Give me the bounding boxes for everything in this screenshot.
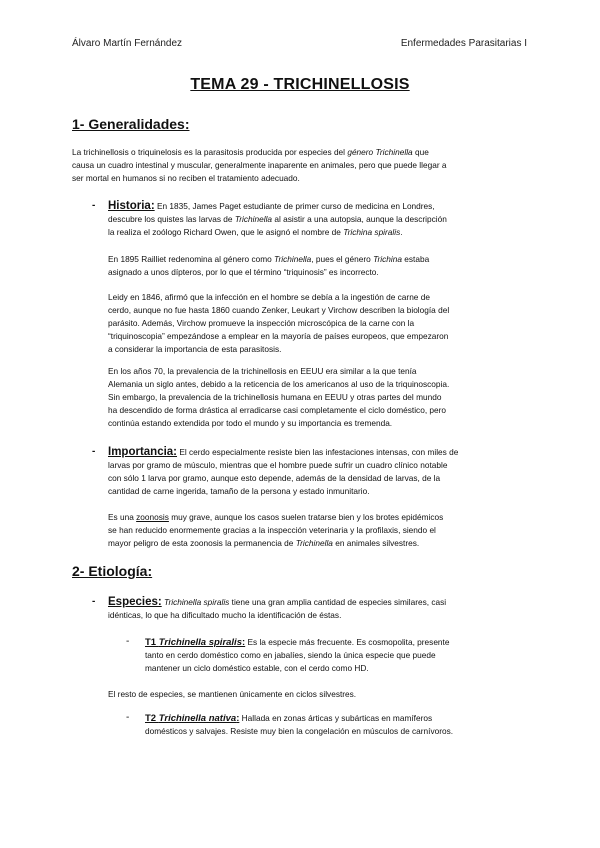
text-line: larvas por gramo de músculo, mientras que el hombre puede sufrir un cuadro clínico notable xyxy=(108,460,448,470)
text-run: La trichinellosis o triquinelosis es la parasitosis producida por especies del xyxy=(72,147,348,157)
text-run: El cerdo especialmente resiste bien las infestaciones intensas, con miles de xyxy=(177,447,459,457)
header-author: Álvaro Martín Fernández xyxy=(72,38,183,49)
text-line: idénticas, lo que ha dificultado mucho la identificación de éstas. xyxy=(108,610,342,620)
text-run: en animales silvestres. xyxy=(332,538,420,548)
text-line: El resto de especies, se mantienen únicamente en ciclos silvestres. xyxy=(108,689,357,699)
text-line: asignado a unos dípteros, por lo que el término “triquinosis” es incorrecto. xyxy=(108,267,379,277)
bullet-dash: - xyxy=(92,446,96,457)
text-line: Leidy en 1846, afirmó que la infección en el hombre se debía a la ingestión de carne de xyxy=(108,292,430,302)
bullet-dash: - xyxy=(92,200,96,211)
text-line: “triquinoscopia” empezándose a emplear en la mayoría de países europeos, que empezaron xyxy=(108,331,449,341)
text-run-italic: Trichina xyxy=(373,254,402,264)
text-line: cerdo, aunque no fue hasta 1860 cuando Zenker, Leukart y Virchow describen la biología del xyxy=(108,305,450,315)
text-run-italic: Trichina spiralis xyxy=(343,227,401,237)
text-run-italic: género Trichinella xyxy=(347,147,413,157)
generalidades-paragraph xyxy=(72,146,447,185)
section-heading-etiologia: 2- Etiología: xyxy=(72,563,153,579)
text-line: domésticos y salvajes. Resiste muy bien la congelación en músculos de carnívoros. xyxy=(145,726,454,736)
text-line: Sin embargo, la prevalencia de la trichinellosis humana en EEUU y otras partes del mundo xyxy=(108,392,442,402)
text-run: Hallada en zonas árticas y subárticas en mamíferos xyxy=(239,713,433,723)
text-run-italic: Trichinella xyxy=(234,214,273,224)
text-run-italic: Trichinella spiralis xyxy=(164,597,230,607)
text-line: Alemania un siglo antes, debido a la reticencia de los americanos al uso de la triquinoscopia. xyxy=(108,379,450,389)
text-line: ser mortal en humanos si no reciben el tratamiento adecuado. xyxy=(72,173,300,183)
text-run-italic: Trichinella xyxy=(295,538,333,548)
text-line: cantidad de carne ingerida, tamaño de la persona y estado inmunitario. xyxy=(108,486,370,496)
text-run: estaba xyxy=(401,254,430,264)
text-run-italic: Trichinella xyxy=(274,254,312,264)
especies-label: Especies: xyxy=(108,596,162,608)
resto-especies-line xyxy=(108,688,356,701)
importancia-label: Importancia: xyxy=(108,446,178,458)
text-line: En los años 70, la prevalencia de la trichinellosis en EEUU era similar a la que tenía xyxy=(108,366,417,376)
t1-label xyxy=(145,637,245,648)
importancia-paragraph-1 xyxy=(108,446,458,498)
text-run: T1 xyxy=(145,637,159,648)
especies-paragraph xyxy=(108,596,446,622)
section-heading-generalidades: 1- Generalidades: xyxy=(72,116,190,132)
text-run: : xyxy=(242,637,246,648)
historia-paragraph-3 xyxy=(108,291,449,356)
text-line: a considerar la importancia de esta parasitosis. xyxy=(108,344,282,354)
text-run: . xyxy=(400,227,403,237)
text-line: mantener un ciclo doméstico estable, con el cerdo como HD. xyxy=(145,663,369,673)
page-title: TEMA 29 - TRICHINELLOSIS xyxy=(190,76,410,93)
text-run-italic: Trichinella nativa xyxy=(158,713,237,724)
text-run: En 1895 Railliet redenomina al género como xyxy=(108,254,275,264)
text-run: T2 xyxy=(145,713,159,724)
text-line: parásito. Además, Virchow promueve la inspección microscópica de la carne con la xyxy=(108,318,415,328)
text-run: : xyxy=(236,713,240,724)
text-line: tanto en cerdo doméstico como en jabalíes, siendo la única especie que puede xyxy=(145,650,436,660)
historia-paragraph-1 xyxy=(108,200,447,239)
text-run: que xyxy=(412,147,429,157)
text-run: Es la especie más frecuente. Es cosmopolita, presente xyxy=(245,637,450,647)
t1-paragraph xyxy=(145,636,449,675)
historia-paragraph-2 xyxy=(108,253,429,279)
sub-bullet-dash: - xyxy=(126,712,130,723)
text-run: descubre los quistes las larvas de xyxy=(108,214,235,224)
text-run: muy grave, aunque los casos suelen tratarse bien y los brotes epidémicos xyxy=(168,512,444,522)
t2-paragraph xyxy=(145,712,453,738)
text-run-italic: Trichinella spiralis xyxy=(158,637,242,648)
header-course: Enfermedades Parasitarias I xyxy=(400,38,527,49)
text-line: ha descendido de forma drástica al erradicarse casi completamente el ciclo doméstico, pero xyxy=(108,405,447,415)
text-run: mayor peligro de esta zoonosis la permanencia de xyxy=(108,538,296,548)
text-run: Es una xyxy=(108,512,137,522)
text-run: En 1835, James Paget estudiante de primer curso de medicina en Londres, xyxy=(154,201,435,211)
historia-paragraph-4 xyxy=(108,365,449,430)
text-run: la realiza el zoólogo Richard Owen, que le asignó el nombre de xyxy=(108,227,344,237)
text-run: , pues el género xyxy=(311,254,374,264)
text-line: con sólo 1 larva por gramo, aunque esto depende, además de la densidad de larvas, de la xyxy=(108,473,441,483)
text-line: se han reducido enormemente gracias a la inspección veterinaria y la profilaxis, siendo el xyxy=(108,525,436,535)
text-run: al asistir a una autopsia, aunque la descripción xyxy=(272,214,447,224)
historia-label: Historia: xyxy=(108,200,155,212)
bullet-dash: - xyxy=(92,596,96,607)
text-line: causa un cuadro intestinal y muscular, generalmente inaparente en animales, pero que puede llegar a xyxy=(72,160,447,170)
sub-bullet-dash: - xyxy=(126,636,130,647)
text-run: tiene una gran amplia cantidad de especies similares, casi xyxy=(229,597,447,607)
t2-label xyxy=(145,713,239,724)
importancia-paragraph-2 xyxy=(108,511,443,550)
text-line: continúa estando extendida por todo el mundo y su importancia es tremenda. xyxy=(108,418,393,428)
text-run-underlined: zoonosis xyxy=(136,512,169,522)
